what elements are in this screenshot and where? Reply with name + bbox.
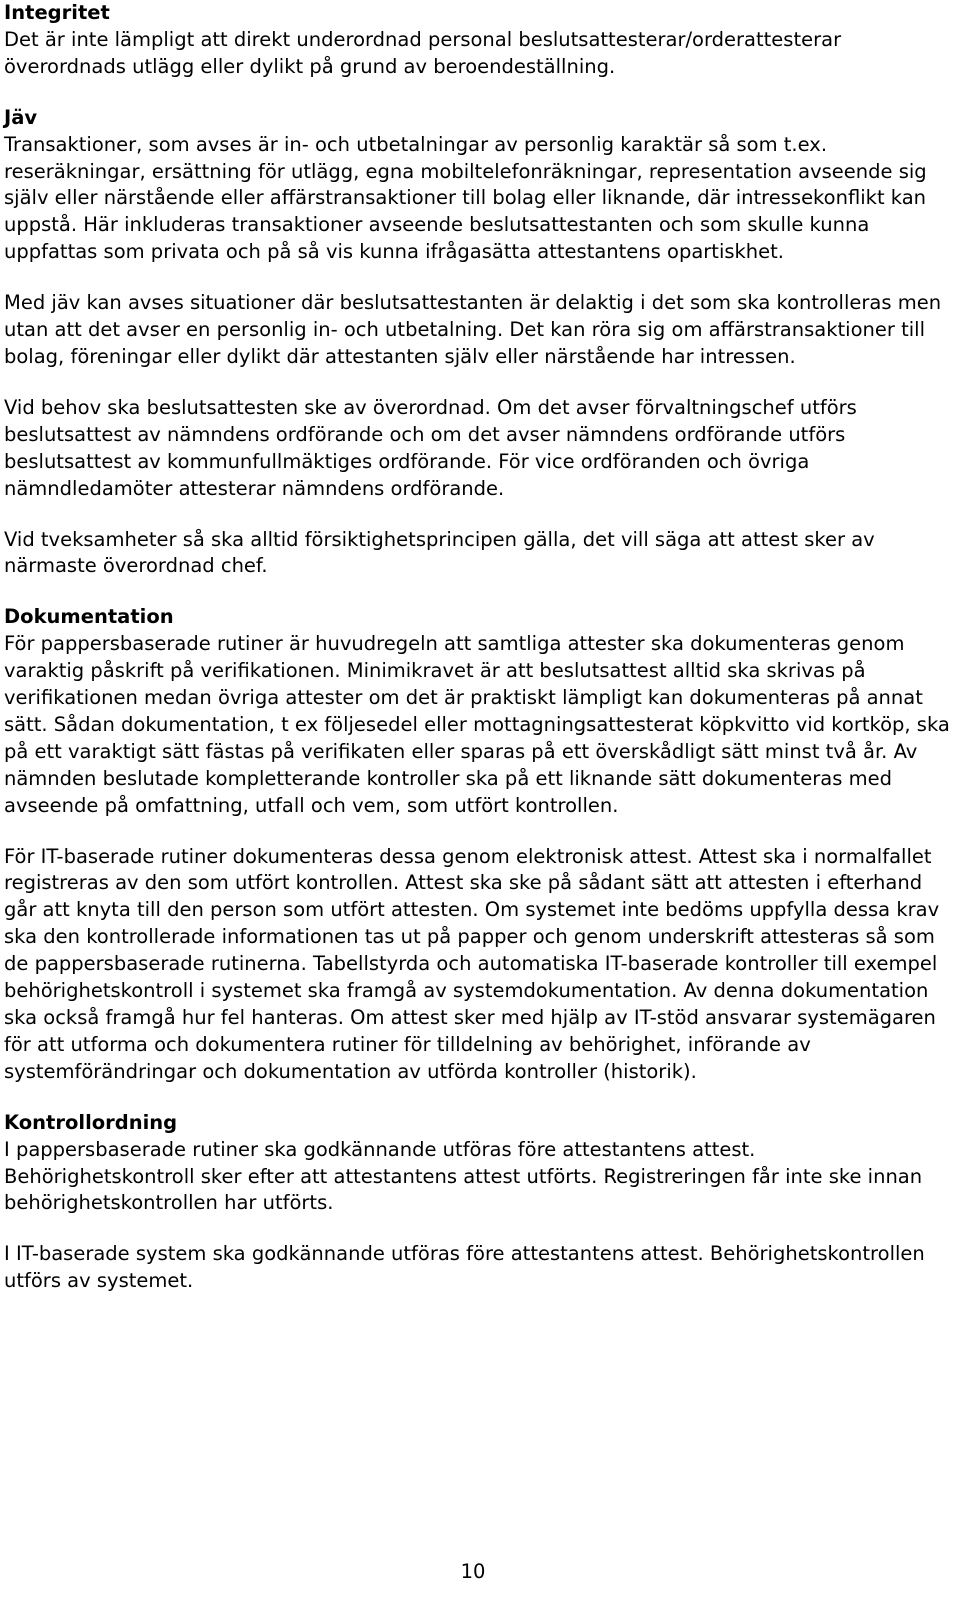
section-dokumentation bbox=[4, 604, 950, 1085]
spacer bbox=[4, 820, 950, 844]
section-kontrollordning bbox=[4, 1110, 950, 1295]
paragraph-kontrollordning-1: I pappersbaserade rutiner ska godkännande utföras före attestantens attest. Behörighetskontroll sker efter att attestantens attest utförts. Registreringen får inte ske innan behörighetskontrollen har utförts. bbox=[4, 1137, 923, 1215]
spacer bbox=[4, 266, 950, 290]
document-page bbox=[4, 0, 950, 1295]
paragraph-jav-1: Transaktioner, som avses är in- och utbetalningar av personlig karaktär så som t.ex. reseräkningar, ersättning för utlägg, egna mobiltelefonräkningar, representation avseende sig själv eller närstående eller affärstransaktioner till bolag eller liknande, där intressekonflikt kan uppstå. Här inkluderas transaktioner avseende beslutsattestanten och som skulle kunna uppfattas som privata och på så vis kunna ifrågasätta attestantens opartiskhet. bbox=[4, 132, 927, 264]
spacer bbox=[4, 1217, 950, 1241]
paragraph-jav-3: Vid behov ska beslutsattesten ske av överordnad. Om det avser förvaltningschef utförs beslutsattest av nämndens ordförande och om det avser nämndens ordförande utförs beslutsattest av kommunfullmäktiges ordförande. För vice ordföranden och övriga nämndledamöter attesterar nämndens ordförande. bbox=[4, 395, 857, 500]
spacer bbox=[4, 580, 950, 604]
spacer bbox=[4, 81, 950, 105]
heading-integritet: Integritet bbox=[4, 1, 110, 24]
page-number: 10 bbox=[460, 1560, 486, 1583]
section-jav bbox=[4, 105, 950, 581]
paragraph-dokumentation-1: För pappersbaserade rutiner är huvudregeln att samtliga attester ska dokumenteras genom varaktig påskrift på verifikationen. Minimikravet är att beslutsattest alltid ska skrivas på verifikationen medan övriga attester om det är praktiskt lämpligt kan dokumenteras på annat sätt. Sådan dokumentation, t ex följesedel eller mottagningsattesterat köpkvitto vid kortköp, ska på ett varaktigt sätt fästas på verifikaten eller sparas på ett överskådligt sätt minst två år. Av nämnden beslutade kompletterande kontroller ska på ett liknande sätt dokumenteras med avseende på omfattning, utfall och vem, som utfört kontrollen. bbox=[4, 632, 950, 817]
paragraph-jav-2: Med jäv kan avses situationer där beslutsattestanten är delaktig i det som ska kontrolleras men utan att det avser en personlig in- och utbetalning. Det kan röra sig om affärstransaktioner till bolag, föreningar eller dylikt där attestanten själv eller närstående har intressen. bbox=[4, 291, 942, 368]
section-integritet bbox=[4, 0, 950, 81]
heading-dokumentation: Dokumentation bbox=[4, 605, 174, 629]
spacer bbox=[4, 371, 950, 395]
heading-kontrollordning: Kontrollordning bbox=[4, 1110, 178, 1134]
paragraph-kontrollordning-2: I IT-baserade system ska godkännande utföras före attestantens attest. Behörighetskontrollen utförs av systemet. bbox=[4, 1242, 925, 1293]
spacer bbox=[4, 503, 950, 527]
paragraph-dokumentation-2: För IT-baserade rutiner dokumenteras dessa genom elektronisk attest. Attest ska i normalfallet registreras av den som utfört kontrollen. Attest ska ske på sådant sätt att attesten i efterhand går att knyta till den person som utfört attesten. Om systemet inte bedöms uppfylla dessa krav ska den kontrollerade informationen tas ut på papper och genom underskrift attesteras så som de pappersbaserade rutinerna. Tabellstyrda och automatiska IT-baserade kontroller till exempel behörighetskontroll i systemet ska framgå av systemdokumentation. Av denna dokumentation ska också framgå hur fel hanteras. Om attest sker med hjälp av IT-stöd ansvarar systemägaren för att utforma och dokumentera rutiner för tilldelning av behörighet, införande av systemförändringar och dokumentation av utförda kontroller (historik). bbox=[4, 844, 940, 1083]
spacer bbox=[4, 1086, 950, 1110]
page-footer bbox=[0, 1560, 946, 1584]
heading-jav: Jäv bbox=[4, 105, 38, 129]
paragraph-jav-4: Vid tveksamheter så ska alltid försiktighetsprincipen gälla, det vill säga att attest sker av närmaste överordnad chef. bbox=[4, 527, 875, 578]
paragraph-integritet-1: Det är inte lämpligt att direkt underordnad personal beslutsattesterar/orderattesterar överordnads utlägg eller dylikt på grund av beroendeställning. bbox=[4, 27, 842, 78]
